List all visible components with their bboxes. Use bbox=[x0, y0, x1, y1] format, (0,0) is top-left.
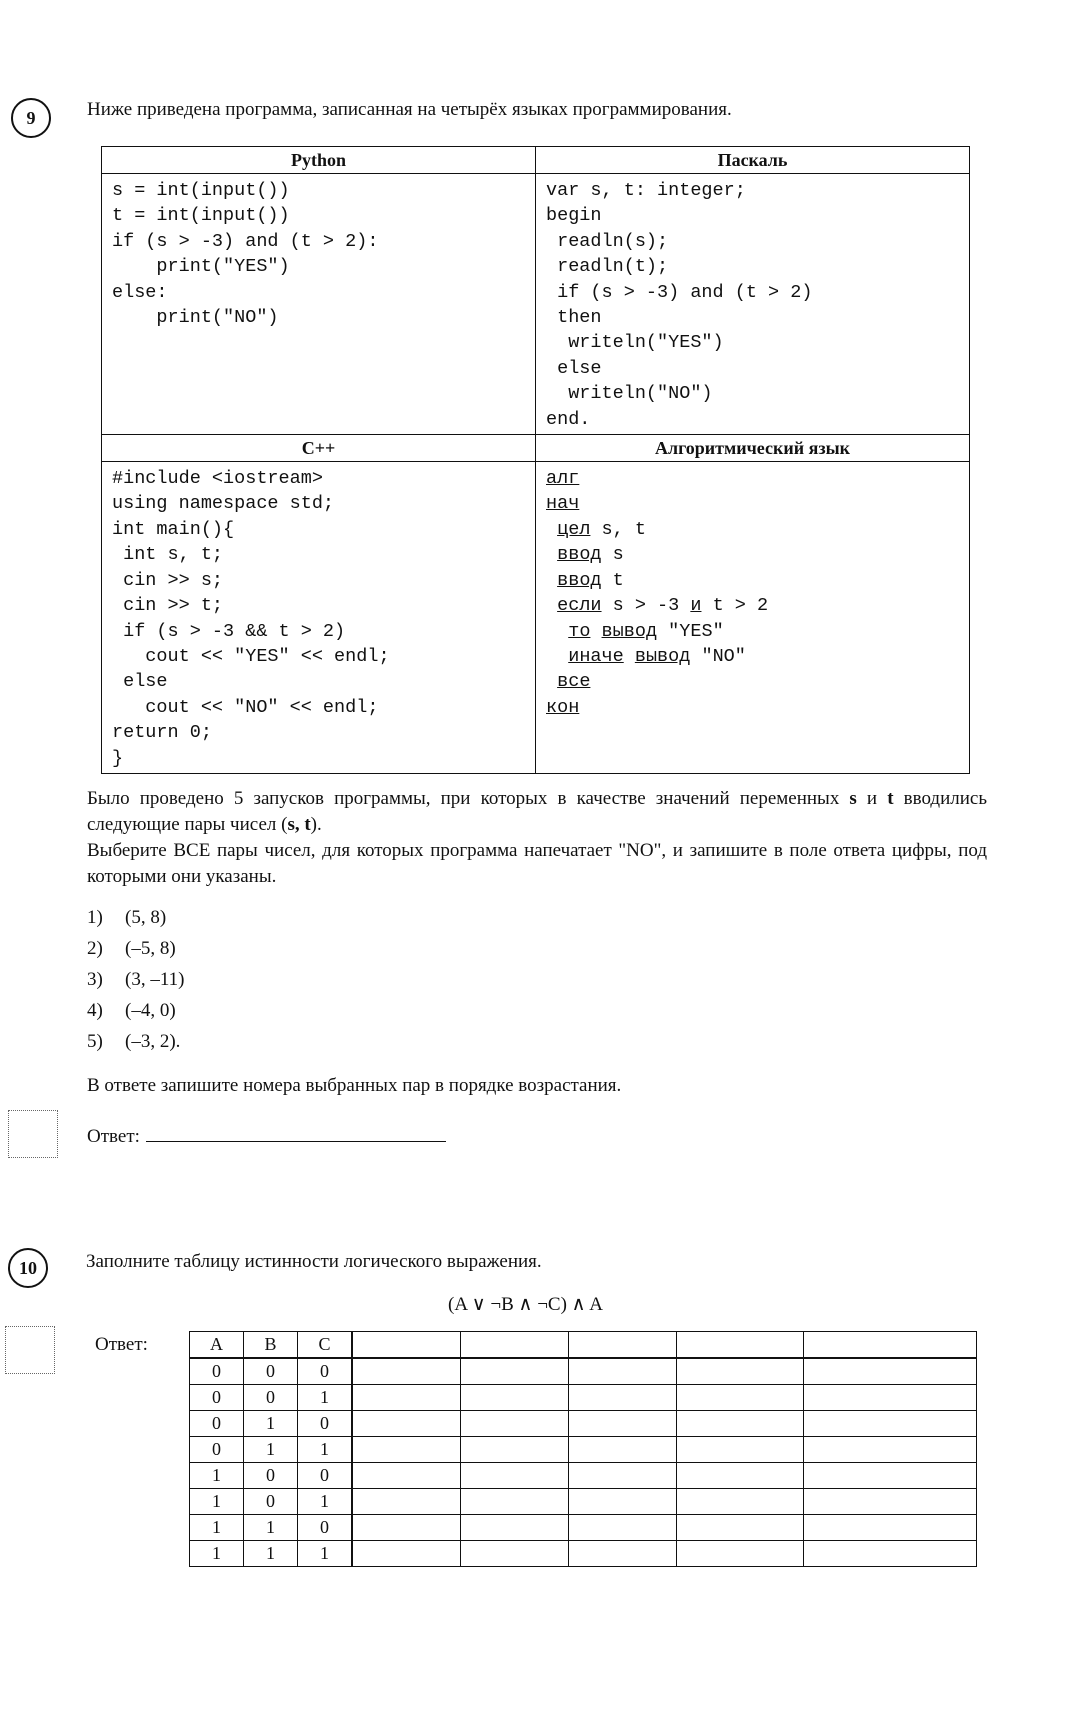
algo-yes-str: "YES" bbox=[657, 620, 724, 642]
truth-blank-cell[interactable] bbox=[804, 1358, 977, 1385]
truth-row bbox=[190, 1541, 977, 1567]
truth-blank-cell[interactable] bbox=[804, 1463, 977, 1489]
truth-cell: 1 bbox=[244, 1411, 298, 1437]
truth-cell: 1 bbox=[244, 1437, 298, 1463]
truth-row bbox=[190, 1463, 977, 1489]
truth-blank-cell[interactable] bbox=[569, 1358, 677, 1385]
algo-cell bbox=[536, 462, 970, 774]
truth-row bbox=[190, 1411, 977, 1437]
program-table bbox=[101, 146, 970, 774]
truth-blank-cell[interactable] bbox=[461, 1411, 569, 1437]
algo-kw-esli: если bbox=[557, 595, 602, 617]
truth-cell: 0 bbox=[244, 1358, 298, 1385]
truth-cell: 1 bbox=[244, 1541, 298, 1567]
truth-cell: 1 bbox=[190, 1515, 244, 1541]
cpp-code: #include <iostream> using namespace std; int main(){ int s, t; cin >> s; cin >> t; if (s > -3 && t > 2) cout << "YES" << endl; else cout << "NO" << endl; return 0; } bbox=[112, 468, 390, 769]
truth-cell: 0 bbox=[298, 1515, 353, 1541]
truth-blank-cell[interactable] bbox=[804, 1515, 977, 1541]
python-header: Python bbox=[102, 147, 536, 174]
truth-cell: 0 bbox=[190, 1437, 244, 1463]
truth-blank-cell[interactable] bbox=[677, 1385, 804, 1411]
truth-blank-cell[interactable] bbox=[804, 1385, 977, 1411]
truth-cell: 0 bbox=[298, 1358, 353, 1385]
truth-header-blank[interactable] bbox=[352, 1332, 461, 1359]
task-9-paragraph-2: Выберите ВСЕ пары чисел, для которых программа напечатает "NO", и запишите в поле ответа цифры, под которыми они указаны. bbox=[87, 840, 987, 887]
truth-blank-cell[interactable] bbox=[352, 1541, 461, 1567]
cpp-header: C++ bbox=[102, 435, 536, 462]
algo-kw-vvod-1: ввод bbox=[557, 544, 602, 566]
truth-header-blank[interactable] bbox=[804, 1332, 977, 1359]
algo-kw-vyvod-1: вывод bbox=[601, 620, 658, 642]
truth-row bbox=[190, 1515, 977, 1541]
var-s: s bbox=[849, 788, 857, 809]
truth-header-blank[interactable] bbox=[677, 1332, 804, 1359]
truth-cell: 1 bbox=[190, 1489, 244, 1515]
algo-esli-rest: t > 2 bbox=[701, 595, 769, 617]
truth-blank-cell[interactable] bbox=[677, 1515, 804, 1541]
algo-header: Алгоритмический язык bbox=[536, 435, 970, 462]
algo-kw-inache: иначе bbox=[568, 645, 624, 667]
truth-cell: 0 bbox=[244, 1385, 298, 1411]
algo-kw-vse: все bbox=[557, 671, 591, 693]
truth-cell: 0 bbox=[244, 1463, 298, 1489]
truth-header-b: B bbox=[244, 1332, 298, 1359]
truth-blank-cell[interactable] bbox=[461, 1385, 569, 1411]
algo-kw-vvod-2: ввод bbox=[557, 569, 602, 591]
task-9-answer-label: Ответ: bbox=[87, 1126, 140, 1147]
logic-expression: (A ∨ ¬B ∧ ¬C) ∧ A bbox=[448, 1294, 603, 1315]
truth-blank-cell[interactable] bbox=[461, 1489, 569, 1515]
truth-blank-cell[interactable] bbox=[569, 1437, 677, 1463]
truth-cell: 1 bbox=[244, 1515, 298, 1541]
truth-blank-cell[interactable] bbox=[352, 1515, 461, 1541]
truth-cell: 1 bbox=[190, 1541, 244, 1567]
truth-cell: 1 bbox=[298, 1437, 353, 1463]
algo-kw-i: и bbox=[690, 595, 702, 617]
task-9-intro: Ниже приведена программа, записанная на четырёх языках программирования. bbox=[87, 99, 732, 120]
truth-blank-cell[interactable] bbox=[352, 1385, 461, 1411]
truth-blank-cell[interactable] bbox=[352, 1437, 461, 1463]
truth-blank-cell[interactable] bbox=[461, 1515, 569, 1541]
task-10-intro: Заполните таблицу истинности логического выражения. bbox=[86, 1251, 542, 1272]
truth-blank-cell[interactable] bbox=[804, 1411, 977, 1437]
python-cell bbox=[102, 174, 536, 435]
truth-cell: 0 bbox=[244, 1489, 298, 1515]
truth-cell: 1 bbox=[298, 1385, 353, 1411]
truth-header-c: C bbox=[298, 1332, 353, 1359]
truth-cell: 1 bbox=[298, 1489, 353, 1515]
task-10-answer-box[interactable] bbox=[5, 1326, 55, 1374]
truth-blank-cell[interactable] bbox=[569, 1489, 677, 1515]
pascal-code: var s, t: integer; begin readln(s); readln(t); if (s > -3) and (t > 2) then writeln("YES") else writeln("NO") end. bbox=[546, 180, 813, 430]
truth-cell: 0 bbox=[298, 1411, 353, 1437]
algo-esli-mid: s > -3 bbox=[601, 595, 691, 617]
truth-row bbox=[190, 1358, 977, 1385]
truth-header-blank[interactable] bbox=[461, 1332, 569, 1359]
algo-kw-kon: кон bbox=[546, 696, 580, 718]
algo-cel-rest: s, t bbox=[590, 518, 646, 540]
algo-vvod-s: s bbox=[601, 544, 624, 566]
algo-kw-to: то bbox=[568, 620, 591, 642]
truth-blank-cell[interactable] bbox=[352, 1411, 461, 1437]
truth-blank-cell[interactable] bbox=[461, 1541, 569, 1567]
pascal-cell bbox=[536, 174, 970, 435]
pair-st: s, t bbox=[287, 814, 311, 835]
task-9-answer-input[interactable] bbox=[146, 1121, 446, 1142]
truth-blank-cell[interactable] bbox=[804, 1489, 977, 1515]
truth-blank-cell[interactable] bbox=[677, 1358, 804, 1385]
truth-blank-cell[interactable] bbox=[461, 1358, 569, 1385]
truth-cell: 0 bbox=[190, 1385, 244, 1411]
truth-header-row bbox=[190, 1332, 977, 1359]
truth-cell: 1 bbox=[298, 1541, 353, 1567]
truth-header-blank[interactable] bbox=[569, 1332, 677, 1359]
truth-blank-cell[interactable] bbox=[804, 1437, 977, 1463]
algo-vvod-t: t bbox=[601, 569, 624, 591]
truth-cell: 0 bbox=[190, 1358, 244, 1385]
truth-blank-cell[interactable] bbox=[569, 1411, 677, 1437]
task-9-instruction: В ответе запишите номера выбранных пар в порядке возрастания. bbox=[87, 1075, 622, 1096]
truth-blank-cell[interactable] bbox=[569, 1541, 677, 1567]
truth-blank-cell[interactable] bbox=[677, 1437, 804, 1463]
truth-blank-cell[interactable] bbox=[569, 1463, 677, 1489]
task-9-paragraph-1: Было проведено 5 запусков программы, при которых в качестве значений переменных s и t вводились следующие пары чисел (s, t). bbox=[87, 788, 987, 835]
truth-row bbox=[190, 1385, 977, 1411]
truth-blank-cell[interactable] bbox=[677, 1463, 804, 1489]
truth-header-a: A bbox=[190, 1332, 244, 1359]
truth-blank-cell[interactable] bbox=[677, 1541, 804, 1567]
option-5: 5) (–3, 2). bbox=[87, 1031, 181, 1052]
algo-kw-nach: нач bbox=[546, 493, 580, 515]
option-1: 1) (5, 8) bbox=[87, 907, 167, 928]
python-code: s = int(input()) t = int(input()) if (s > -3) and (t > 2): print("YES") else: print("NO") bbox=[112, 180, 379, 329]
algo-kw-alg: алг bbox=[546, 468, 580, 490]
task-10-answer-label: Ответ: bbox=[95, 1334, 148, 1355]
truth-cell: 1 bbox=[190, 1463, 244, 1489]
task-9-answer-box[interactable] bbox=[8, 1110, 58, 1158]
pascal-header: Паскаль bbox=[536, 147, 970, 174]
task-9-answer bbox=[87, 1121, 446, 1148]
algo-no-str: "NO" bbox=[690, 645, 746, 667]
truth-cell: 0 bbox=[190, 1411, 244, 1437]
algo-code bbox=[546, 466, 959, 720]
truth-blank-cell[interactable] bbox=[352, 1358, 461, 1385]
option-2: 2) (–5, 8) bbox=[87, 938, 176, 959]
task-9-number-badge: 9 bbox=[11, 98, 51, 138]
truth-row bbox=[190, 1437, 977, 1463]
truth-blank-cell[interactable] bbox=[461, 1437, 569, 1463]
option-3: 3) (3, –11) bbox=[87, 969, 185, 990]
truth-blank-cell[interactable] bbox=[569, 1515, 677, 1541]
truth-blank-cell[interactable] bbox=[352, 1463, 461, 1489]
cpp-cell bbox=[102, 462, 536, 774]
truth-row bbox=[190, 1489, 977, 1515]
truth-blank-cell[interactable] bbox=[352, 1489, 461, 1515]
algo-kw-vyvod-2: вывод bbox=[634, 645, 691, 667]
truth-blank-cell[interactable] bbox=[569, 1385, 677, 1411]
truth-blank-cell[interactable] bbox=[677, 1489, 804, 1515]
truth-blank-cell[interactable] bbox=[804, 1541, 977, 1567]
algo-kw-cel: цел bbox=[557, 518, 591, 540]
truth-table bbox=[189, 1331, 977, 1567]
truth-cell: 0 bbox=[298, 1463, 353, 1489]
truth-blank-cell[interactable] bbox=[677, 1411, 804, 1437]
task-10-number-badge: 10 bbox=[8, 1248, 48, 1288]
truth-blank-cell[interactable] bbox=[461, 1463, 569, 1489]
var-t: t bbox=[887, 788, 894, 809]
option-4: 4) (–4, 0) bbox=[87, 1000, 176, 1021]
